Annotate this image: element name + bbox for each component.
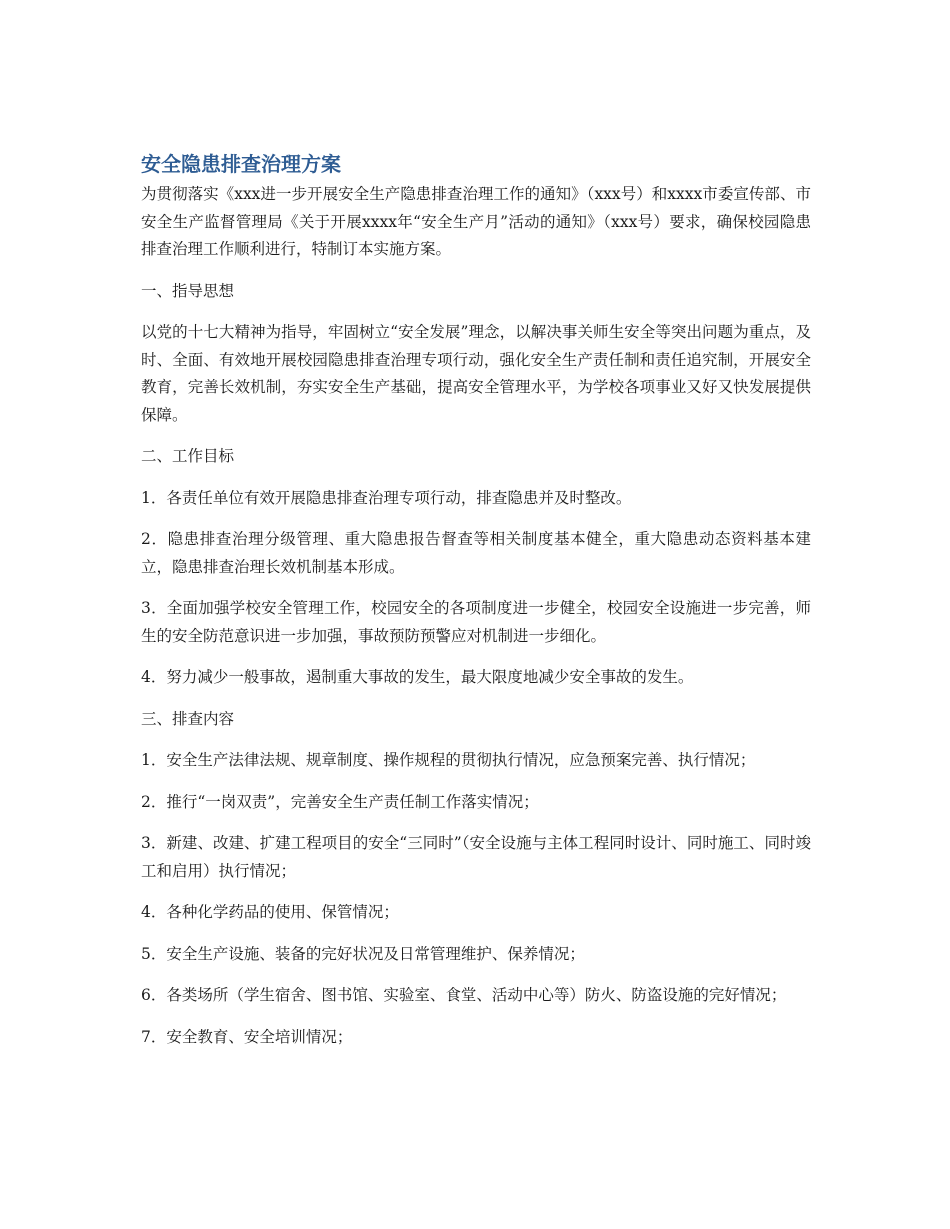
list-item: 7．安全教育、安全培训情况； xyxy=(141,1027,353,1046)
list-item: 3．全面加强学校安全管理工作，校园安全的各项制度进一步健全，校园安全设施进一步完善，师生的安全防范意识进一步加强，事故预防预警应对机制进一步细化。 xyxy=(141,599,811,645)
list-item: 1．安全生产法律法规、规章制度、操作规程的贯彻执行情况，应急预案完善、执行情况； xyxy=(141,751,756,769)
section-heading-guiding-ideology: 一、指导思想 xyxy=(141,281,235,300)
list-item: 3．新建、改建、扩建工程项目的安全“三同时”（安全设施与主体工程同时设计、同时施工、同时竣工和启用）执行情况； xyxy=(141,834,811,880)
list-item: 6．各类场所（学生宿舍、图书馆、实验室、食堂、活动中心等）防火、防盗设施的完好情况； xyxy=(141,986,787,1004)
document-title: 安全隐患排查治理方案 xyxy=(141,152,341,176)
list-item: 4．努力减少一般事故，遏制重大事故的发生，最大限度地减少安全事故的发生。 xyxy=(141,668,694,686)
intro-paragraph: 为贯彻落实《xxx进一步开展安全生产隐患排查治理工作的通知》（xxx号）和xxxx市委宣传部、市安全生产监督管理局《关于开展xxxx年“安全生产月”活动的通知》（xxx号）要求，确保校园隐患排查治理工作顺利进行，特制订本实施方案。 xyxy=(141,185,811,258)
section-heading-work-goals: 二、工作目标 xyxy=(141,447,235,465)
document-page xyxy=(141,149,811,1051)
list-item: 1．各责任单位有效开展隐患排查治理专项行动，排查隐患并及时整改。 xyxy=(141,488,632,507)
list-item: 4．各种化学药品的使用、保管情况； xyxy=(141,903,399,921)
section-heading-inspection-content: 三、排查内容 xyxy=(141,709,235,728)
list-item: 2．隐患排查治理分级管理、重大隐患报告督查等相关制度基本健全，重大隐患动态资料基本建立，隐患排查治理长效机制基本形成。 xyxy=(141,530,811,576)
section-body-guiding-ideology: 以党的十七大精神为指导，牢固树立“安全发展”理念，以解决事关师生安全等突出问题为重点，及时、全面、有效地开展校园隐患排查治理专项行动，强化安全生产责任制和责任追究制，开展安全教育，完善长效机制，夯实安全生产基础，提高安全管理水平，为学校各项事业又好又快发展提供保障。 xyxy=(141,323,811,424)
list-item: 5．安全生产设施、装备的完好状况及日常管理维护、保养情况； xyxy=(141,944,585,963)
list-item: 2．推行“一岗双责”，完善安全生产责任制工作落实情况； xyxy=(141,792,539,811)
